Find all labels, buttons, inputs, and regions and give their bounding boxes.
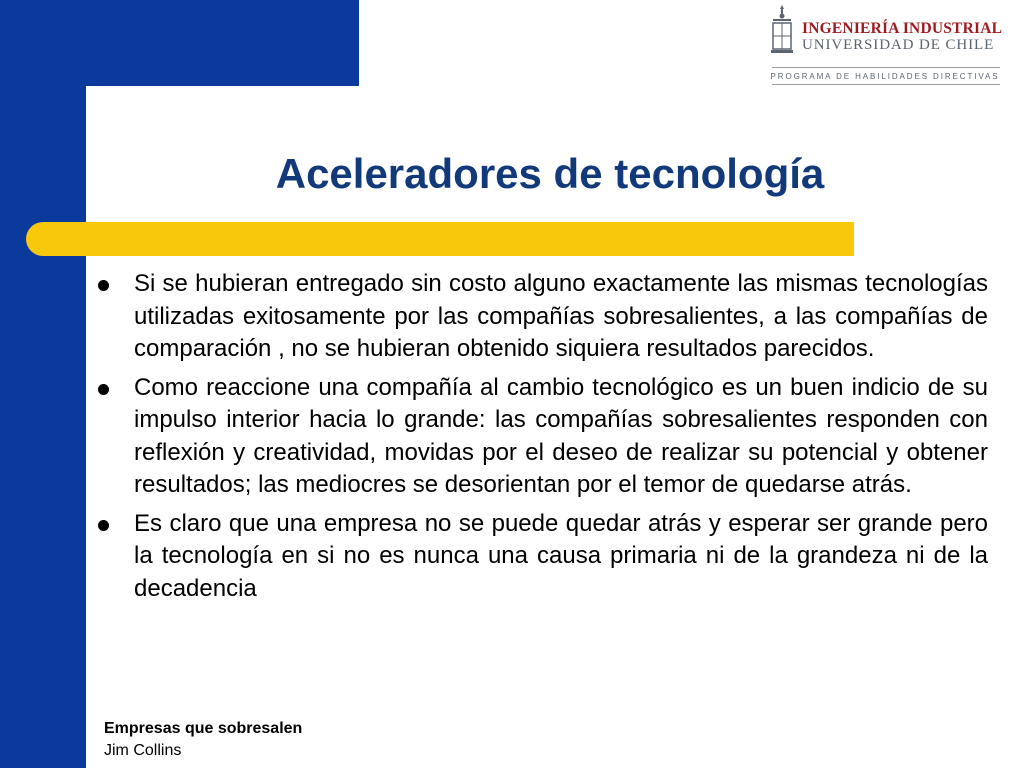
bullet-text: Es claro que una empresa no se puede quedar atrás y esperar ser grande pero la tecnología en si no es nunca una causa primaria ni de la grandeza ni de la decadencia: [134, 509, 988, 602]
source-author: Jim Collins: [104, 742, 182, 759]
left-blue-band: [0, 0, 86, 768]
logo-rule-bottom: [772, 84, 1000, 85]
logo-university-name: UNIVERSIDAD DE CHILE: [802, 37, 995, 53]
source-book-title: Empresas que sobresalen: [104, 720, 303, 737]
bullet-item: [97, 372, 988, 502]
slide-title: Aceleradores de tecnología: [275, 150, 825, 197]
bullet-text: Si se hubieran entregado sin costo alguno exactamente las mismas tecnologías utilizadas exitosamente por las compañías sobresalientes, a las compañías de comparación , no se hubieran obtenido siquiera resultados parecidos.: [134, 270, 988, 362]
title-underline-bar: [26, 222, 854, 256]
bullet-list: [97, 268, 988, 611]
bullet-dot-icon: [98, 280, 109, 291]
bullet-item: [97, 508, 988, 606]
logo-faculty-name: INGENIERÍA INDUSTRIAL: [802, 20, 1003, 37]
logo-rule-top: [772, 67, 1000, 68]
bullet-text: Como reaccione una compañía al cambio tecnológico es un buen indicio de su impulso interior hacia lo grande: las compañías sobresalientes responden con reflexión y creatividad, movidas por el deseo de realizar su potencial y obtener resultados; las mediocres se desorientan por el temor de quedarse atrás.: [134, 373, 988, 498]
bullet-dot-icon: [98, 384, 109, 395]
university-seal-icon: [770, 4, 794, 54]
university-logo: [768, 2, 1002, 88]
logo-program-name: PROGRAMA DE HABILIDADES DIRECTIVAS: [770, 72, 1000, 81]
bullet-dot-icon: [98, 520, 109, 531]
top-blue-band: [0, 0, 359, 86]
bullet-item: [97, 268, 988, 366]
source-footer: [104, 718, 302, 762]
